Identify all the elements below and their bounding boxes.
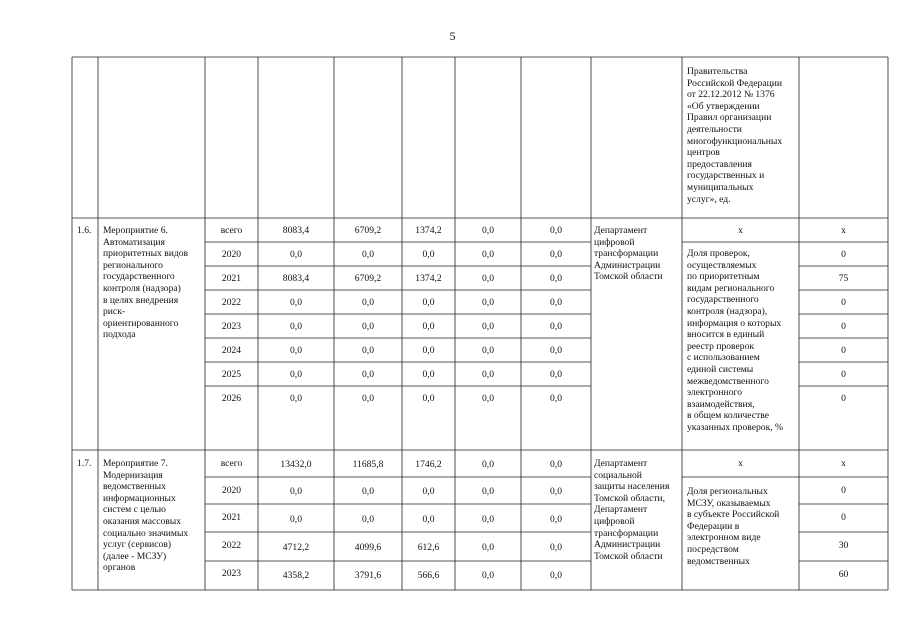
text-line: социально значимых (103, 527, 189, 539)
text-line: Мероприятие 7. (103, 458, 168, 469)
text-line: государственного (103, 271, 175, 283)
federal-cell: 0,0 (362, 393, 374, 404)
text-line: социальной (594, 469, 642, 481)
text-line: реестр проверок (687, 340, 755, 352)
text-line: цифровой (594, 515, 635, 527)
other-cell: 0,0 (550, 249, 562, 260)
text-line: Департамент (594, 458, 648, 469)
text-line: с использованием (687, 352, 760, 364)
federal-cell: 0,0 (362, 369, 374, 380)
text-line: по приоритетным (687, 271, 760, 283)
text-line: Томской области (594, 550, 663, 562)
year-cell: 2023 (221, 568, 242, 579)
year-cell: 2020 (221, 249, 242, 260)
federal-cell: 6709,2 (354, 273, 382, 284)
year-cell: 2022 (221, 540, 242, 551)
text-line: указанных проверок, % (687, 421, 784, 433)
local-cell: 0,0 (482, 459, 494, 470)
other-cell: 0,0 (550, 345, 562, 356)
text-line: цифровой (594, 236, 635, 248)
total-cell: 0,0 (290, 486, 302, 497)
federal-cell: 4099,6 (354, 542, 382, 553)
other-cell: 0,0 (550, 225, 562, 236)
local-cell: 0,0 (482, 345, 494, 356)
year-cell: 2021 (221, 512, 242, 523)
federal-cell: 0,0 (362, 321, 374, 332)
page-number: 5 (449, 29, 456, 43)
federal-cell: 0,0 (362, 249, 374, 260)
local-cell: 0,0 (482, 542, 494, 553)
local-cell: 0,0 (482, 249, 494, 260)
text-line: Автоматизация (103, 236, 165, 248)
text-line: государственного (687, 294, 759, 306)
text-line: систем с целью (103, 504, 166, 516)
federal-cell: 3791,6 (354, 570, 382, 581)
indicator-value: 0 (841, 393, 846, 404)
text-line: органов (103, 562, 136, 574)
regional-cell: 0,0 (422, 514, 435, 525)
text-line: межведомственного (687, 375, 769, 387)
total-cell: 0,0 (290, 249, 302, 260)
federal-cell: 0,0 (362, 345, 374, 356)
indicator-value: 0 (841, 321, 846, 332)
indicator-value: 0 (841, 297, 846, 308)
other-cell: 0,0 (550, 459, 562, 470)
text-line: единой системы (687, 363, 754, 375)
text-line: услуг», ед. (687, 193, 731, 205)
executor (594, 225, 663, 283)
other-cell: 0,0 (550, 321, 562, 332)
indicator-value: 0 (841, 512, 846, 523)
text-line: муниципальных (687, 181, 754, 193)
executor (594, 458, 669, 562)
total-cell: 0,0 (290, 297, 302, 308)
regional-cell: 0,0 (422, 297, 435, 308)
text-line: государственных и (687, 170, 765, 182)
text-line: Правил организации (687, 112, 772, 124)
text-line: информационных (103, 492, 176, 504)
text-line: контроля (надзора), (687, 305, 768, 317)
text-line: деятельности (687, 123, 742, 135)
total-cell: 8083,4 (282, 273, 310, 284)
federal-cell: 0,0 (362, 486, 374, 497)
total-cell: 8083,4 (282, 225, 310, 236)
text-line: предоставления (687, 158, 752, 170)
text-line: оказания массовых (103, 515, 182, 527)
x-mark: х (738, 225, 743, 236)
regional-cell: 0,0 (422, 393, 435, 404)
regional-cell: 0,0 (422, 369, 435, 380)
local-cell: 0,0 (482, 297, 494, 308)
other-cell: 0,0 (550, 297, 562, 308)
section-number: 1.6. (77, 225, 92, 236)
text-line: в общем количестве (687, 410, 769, 422)
text-line: электронного (687, 387, 742, 399)
other-cell: 0,0 (550, 514, 562, 525)
federal-cell: 0,0 (362, 514, 374, 525)
text-line: Мероприятие 6. (103, 225, 168, 236)
regional-cell: 566,6 (417, 570, 440, 581)
federal-cell: 6709,2 (354, 225, 382, 236)
text-line: от 22.12.2012 № 1376 (687, 89, 775, 101)
other-cell: 0,0 (550, 273, 562, 284)
total-cell: 0,0 (290, 514, 302, 525)
year-cell: 2026 (221, 393, 242, 404)
text-line: риск- (103, 306, 126, 318)
indicator-value: 0 (841, 369, 846, 380)
total-cell: 0,0 (290, 321, 302, 332)
indicator-value: 0 (841, 485, 846, 496)
federal-cell: 11685,8 (352, 459, 384, 470)
total-cell: 0,0 (290, 393, 302, 404)
text-line: трансформации (594, 248, 659, 260)
text-line: регионального (103, 259, 163, 271)
text-line: «Об утверждении (687, 100, 760, 112)
text-line: Департамент (594, 225, 648, 236)
text-line: информация о которых (687, 317, 782, 329)
text-line: Модернизация (103, 469, 163, 481)
text-line: подхода (103, 329, 136, 341)
text-line: Доля проверок, (687, 248, 750, 259)
total-cell: 13432,0 (280, 459, 312, 470)
regional-cell: 0,0 (422, 321, 435, 332)
text-line: центров (687, 147, 720, 159)
local-cell: 0,0 (482, 486, 494, 497)
text-line: (далее - МСЗУ) (103, 550, 167, 562)
local-cell: 0,0 (482, 273, 494, 284)
indicator-value: 60 (838, 569, 849, 580)
x-mark: х (738, 458, 743, 469)
year-cell: 2020 (221, 485, 242, 496)
text-line: трансформации (594, 527, 659, 539)
local-cell: 0,0 (482, 369, 494, 380)
year-cell: 2024 (221, 345, 242, 356)
federal-cell: 0,0 (362, 297, 374, 308)
total-cell: 0,0 (290, 345, 302, 356)
text-line: Администрации (594, 539, 661, 551)
text-line: посредством (687, 543, 739, 555)
text-line: защиты населения (594, 481, 670, 493)
section-number: 1.7. (77, 458, 92, 469)
local-cell: 0,0 (482, 393, 494, 404)
indicator-value: 0 (841, 249, 846, 260)
indicator-text (687, 248, 783, 434)
text-line: Томской области (594, 271, 663, 283)
total-cell: 4358,2 (282, 570, 310, 581)
regional-cell: 1374,2 (415, 225, 442, 236)
other-cell: 0,0 (550, 570, 562, 581)
text-line: Правительства (687, 66, 748, 77)
local-cell: 0,0 (482, 225, 494, 236)
other-cell: 0,0 (550, 542, 562, 553)
year-cell: 2022 (221, 297, 242, 308)
regional-cell: 1746,2 (415, 459, 442, 470)
year-cell: всего (220, 458, 243, 469)
measure-name (103, 458, 188, 574)
text-line: ориентированного (103, 317, 179, 329)
text-line: приоритетных видов (103, 248, 189, 260)
regional-cell: 0,0 (422, 249, 435, 260)
year-cell: 2023 (221, 321, 242, 332)
other-cell: 0,0 (550, 393, 562, 404)
regional-cell: 0,0 (422, 345, 435, 356)
text-line: МСЗУ, оказываемых (687, 497, 771, 509)
text-line: видам регионального (687, 282, 775, 294)
indicator-value: 30 (838, 540, 849, 551)
local-cell: 0,0 (482, 321, 494, 332)
text-line: ведомственных (103, 481, 166, 493)
year-cell: 2025 (221, 369, 242, 380)
regional-cell: 0,0 (422, 486, 435, 497)
text-line: ведомственных (687, 555, 750, 567)
other-cell: 0,0 (550, 486, 562, 497)
text-line: Департамент (594, 504, 648, 516)
measure-name (103, 225, 188, 341)
text-line: вносится в единый (687, 329, 765, 341)
regional-cell: 1374,2 (415, 273, 442, 284)
text-line: Администрации (594, 259, 661, 271)
text-line: Доля региональных (687, 486, 768, 497)
regional-cell: 612,6 (417, 542, 440, 553)
text-line: осуществляемых (687, 259, 757, 271)
year-cell: всего (220, 225, 243, 236)
local-cell: 0,0 (482, 570, 494, 581)
x-mark: х (841, 458, 846, 469)
text-line: электронном виде (687, 532, 761, 544)
indicator-value: 0 (841, 345, 846, 356)
x-mark: х (841, 225, 846, 236)
text-line: Российской Федерации (687, 77, 782, 89)
text-line: услуг (сервисов) (103, 539, 172, 551)
indicator-value: 75 (838, 273, 849, 284)
text-line: контроля (надзора) (103, 282, 181, 294)
text-line: Томской области, (594, 492, 666, 504)
top-indicator-text (687, 66, 782, 205)
indicator-text (687, 486, 779, 567)
text-line: многофункциональных (687, 135, 783, 147)
text-line: взаимодействия, (687, 398, 755, 410)
text-line: в целях внедрения (103, 294, 179, 306)
total-cell: 4712,2 (282, 542, 310, 553)
local-cell: 0,0 (482, 514, 494, 525)
other-cell: 0,0 (550, 369, 562, 380)
text-line: в субъекте Российской (687, 509, 780, 521)
total-cell: 0,0 (290, 369, 302, 380)
year-cell: 2021 (221, 273, 242, 284)
text-line: Федерации в (687, 520, 740, 532)
